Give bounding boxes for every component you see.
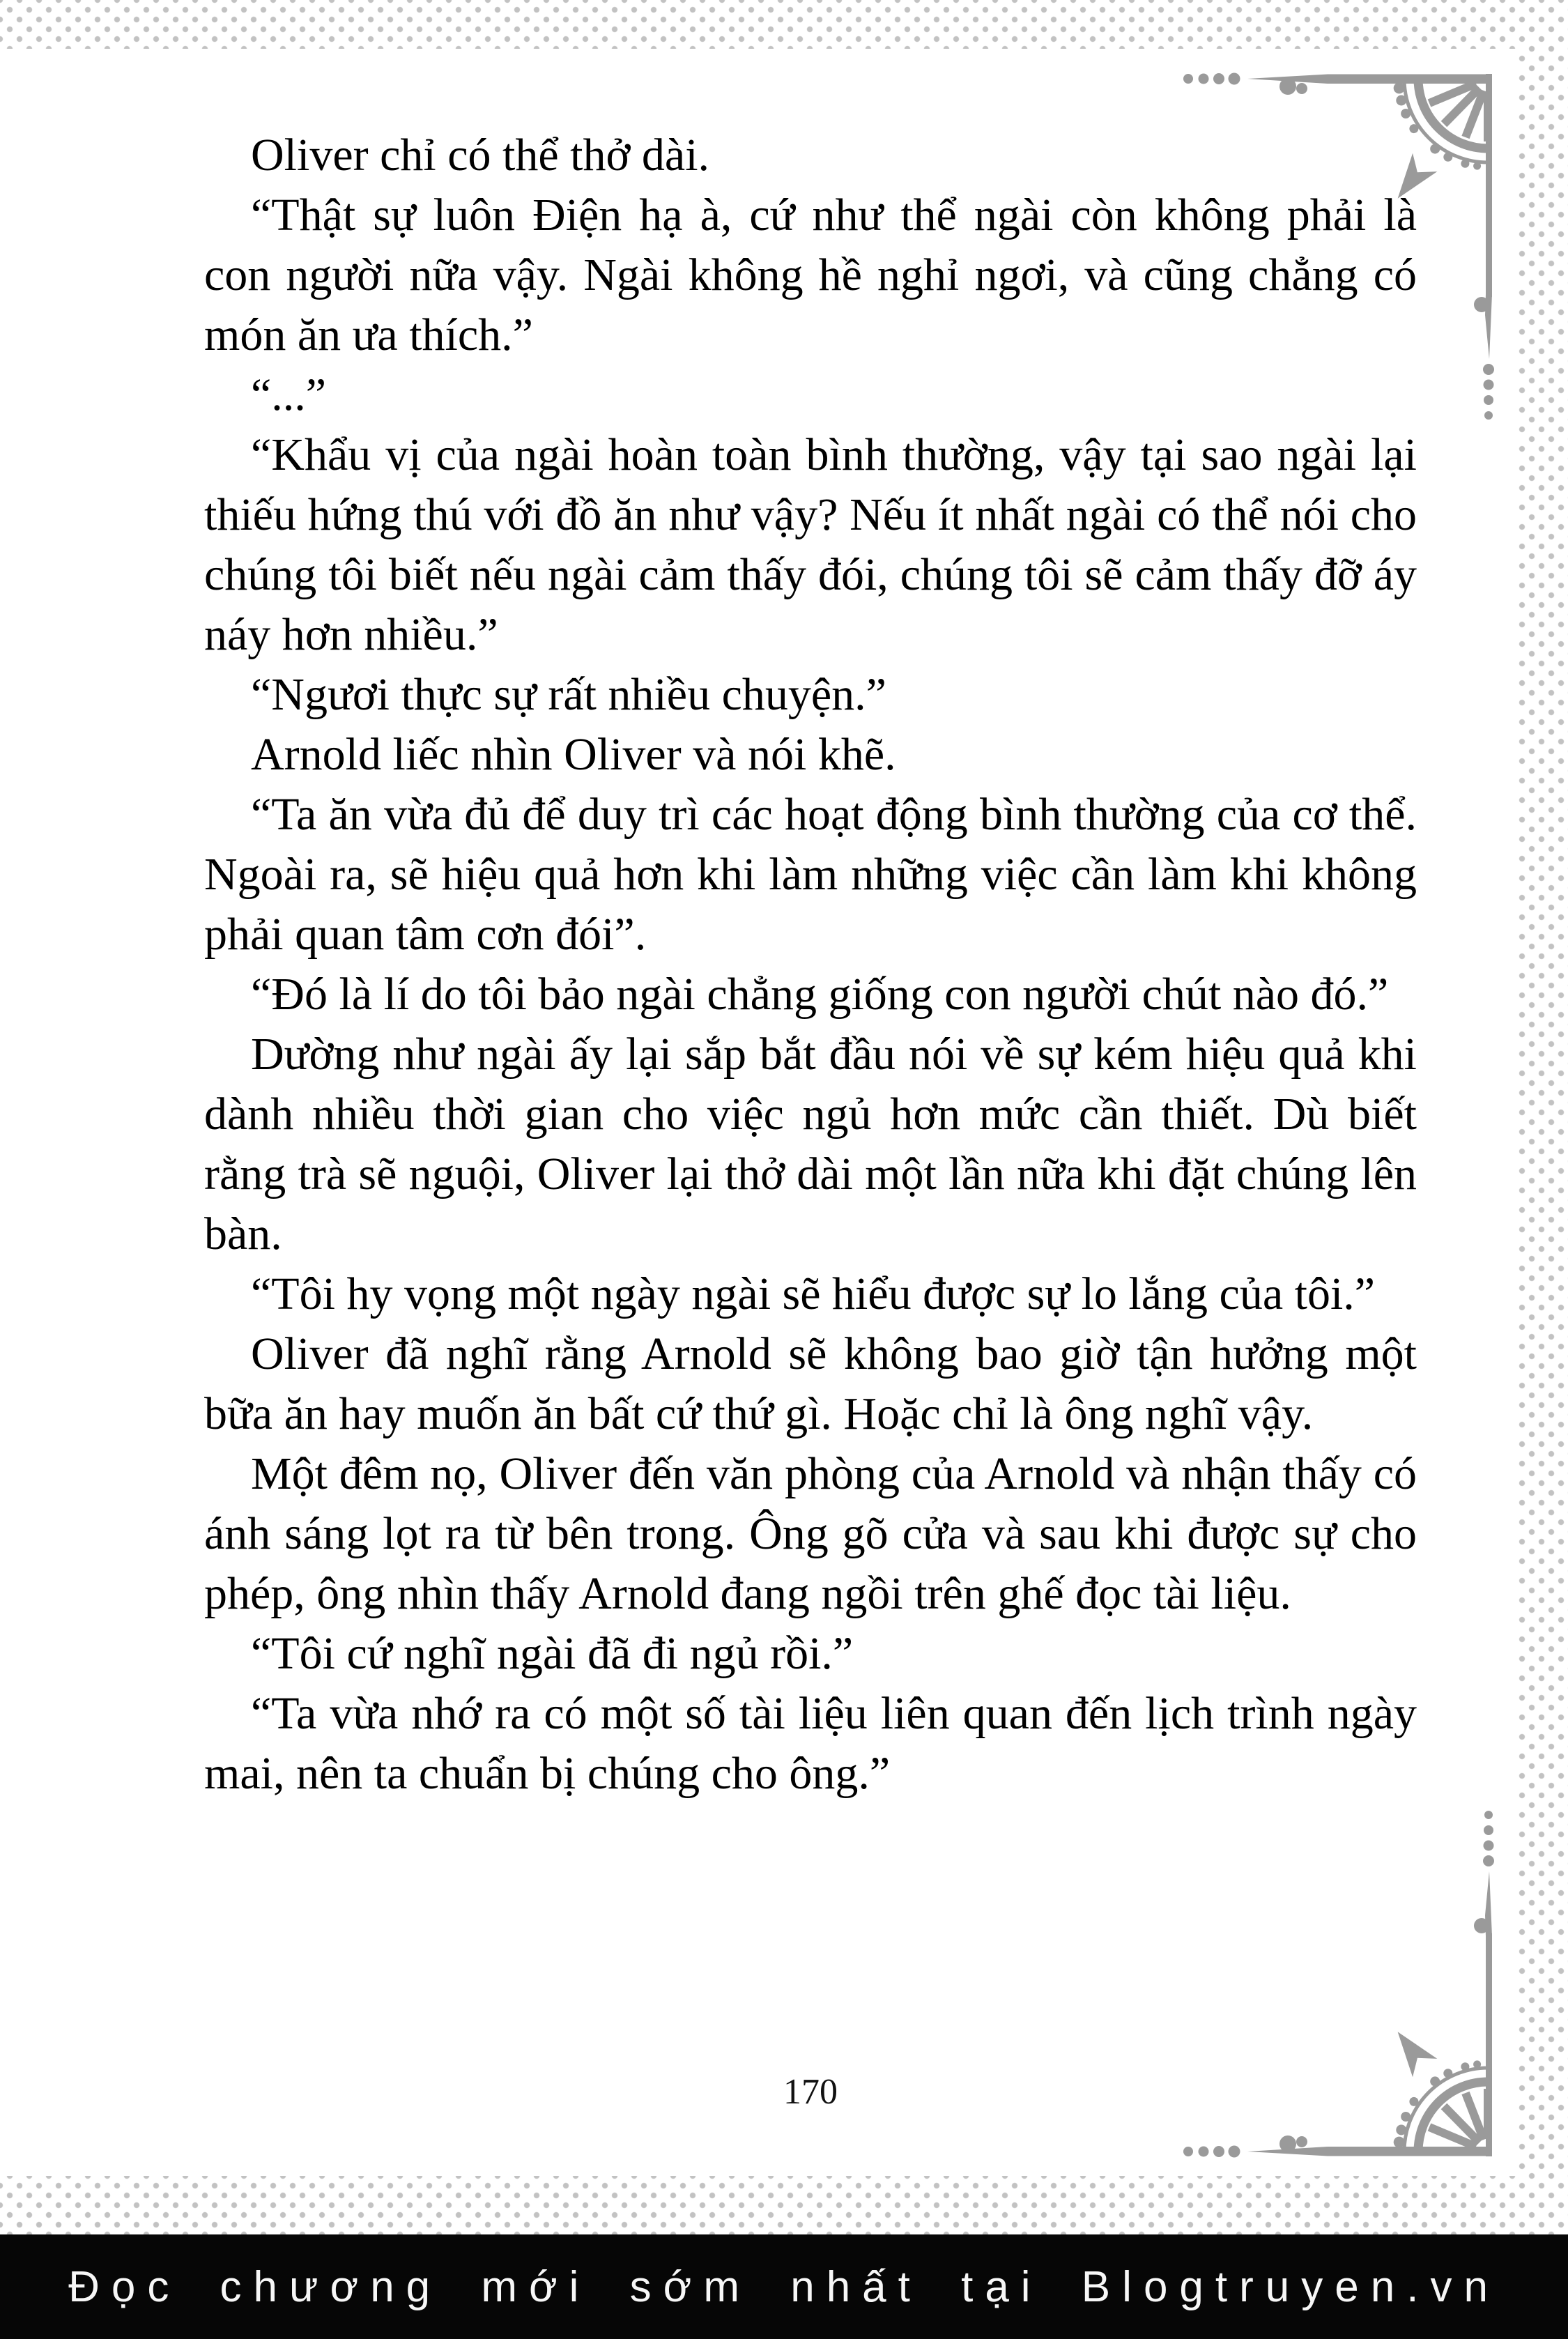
paragraph: “Ta ăn vừa đủ để duy trì các hoạt động bình thường của cơ thể. Ngoài ra, sẽ hiệu quả hơn khi làm những việc cần làm khi không phải quan tâm cơn đói”. [204, 789, 1417, 960]
paragraph: “Đó là lí do tôi bảo ngài chẳng giống con người chút nào đó.” [251, 969, 1389, 1020]
paragraph: “Tôi cứ nghĩ ngài đã đi ngủ rồi.” [251, 1628, 854, 1679]
paragraph: Một đêm nọ, Oliver đến văn phòng của Arnold và nhận thấy có ánh sáng lọt ra từ bên trong. Ông gõ cửa và sau khi được sự cho phép, ông nhìn thấy Arnold đang ngồi trên ghế đọc tài liệu. [204, 1448, 1417, 1619]
footer-banner [0, 2234, 1568, 2339]
corner-fan-ornament-bottom-icon [1178, 1770, 1498, 2188]
page-number: 170 [783, 2072, 838, 2112]
paragraph: “Thật sự luôn Điện hạ à, cứ như thể ngài còn không phải là con người nữa vậy. Ngài không hề nghỉ ngơi, và cũng chẳng có món ăn ưa thích.” [204, 190, 1417, 360]
paragraph: Dường như ngài ấy lại sắp bắt đầu nói về sự kém hiệu quả khi dành nhiều thời gian cho việc ngủ hơn mức cần thiết. Dù biết rằng trà sẽ nguội, Oliver lại thở dài một lần nữa khi đặt chúng lên bàn. [204, 1029, 1417, 1259]
paragraph: “Khẩu vị của ngài hoàn toàn bình thường, vậy tại sao ngài lại thiếu hứng thú với đồ ăn như vậy? Nếu ít nhất ngài có thể nói cho chúng tôi biết nếu ngài cảm thấy đói, chúng tôi sẽ cảm thấy đỡ áy náy hơn nhiều.” [204, 429, 1417, 660]
paragraph: “Ta vừa nhớ ra có một số tài liệu liên quan đến lịch trình ngày mai, nên ta chuẩn bị chúng cho ông.” [204, 1688, 1417, 1799]
paragraph: Oliver đã nghĩ rằng Arnold sẽ không bao giờ tận hưởng một bữa ăn hay muốn ăn bất cứ thứ gì. Hoặc chỉ là ông nghĩ vậy. [204, 1328, 1417, 1439]
paragraph: Oliver chỉ có thể thở dài. [251, 130, 710, 181]
paragraph: “Tôi hy vọng một ngày ngài sẽ hiểu được sự lo lắng của tôi.” [251, 1268, 1376, 1319]
paragraph: “...” [251, 369, 327, 420]
paragraph: “Ngươi thực sự rất nhiều chuyện.” [251, 669, 886, 720]
footer-text: Đọc chương mới sớm nhất tại Blogtruyen.vn [68, 2262, 1500, 2311]
paragraph: Arnold liếc nhìn Oliver và nói khẽ. [251, 729, 896, 780]
body-text [204, 125, 1417, 1804]
